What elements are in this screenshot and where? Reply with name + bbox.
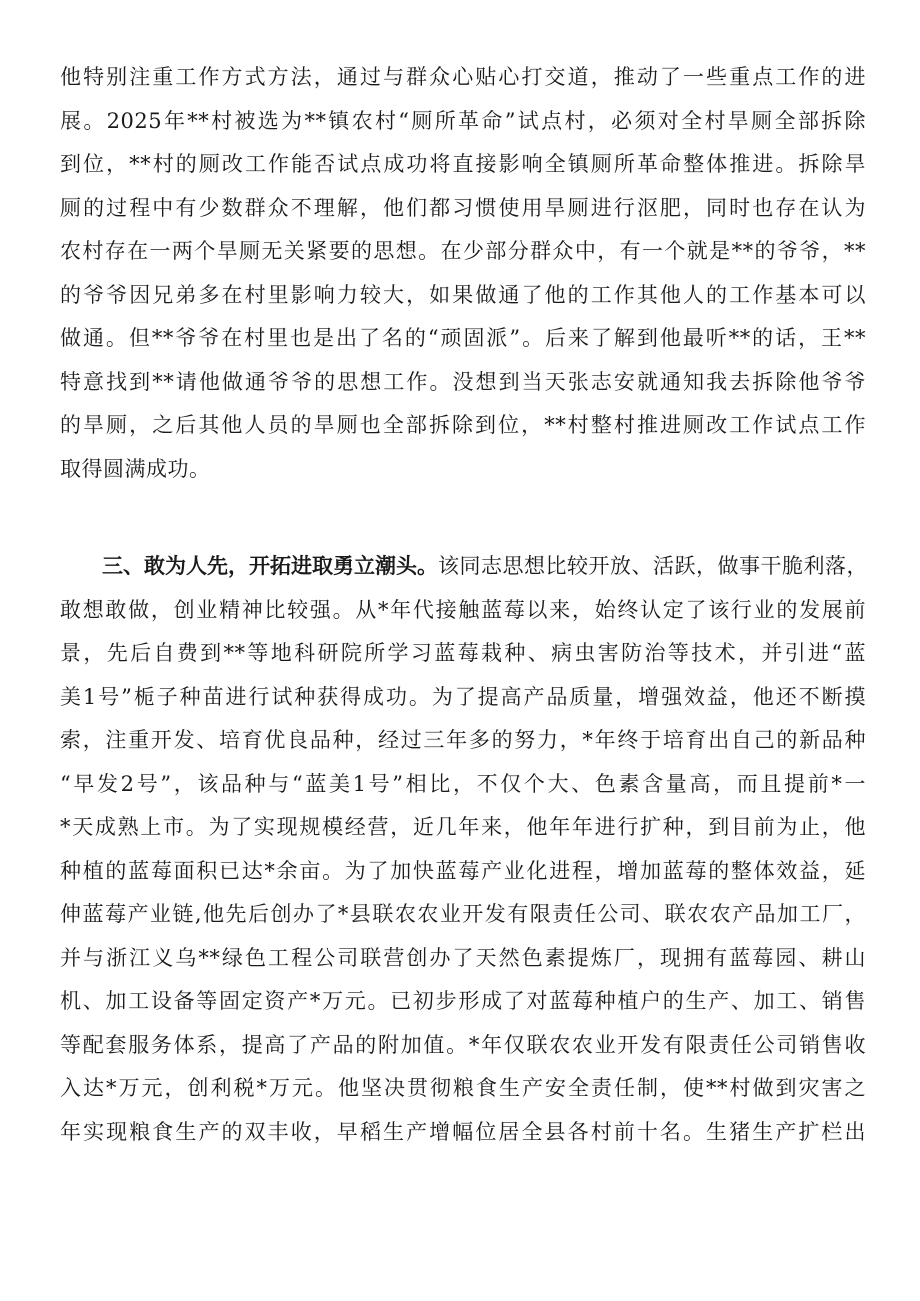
- text-line-rest: 该同志思想比较开放、活跃，做事干脆利落，: [438, 554, 868, 578]
- text-line: 种植的蓝莓面积已达*余亩。为了加快蓝莓产业化进程，增加蓝莓的整体效益，延: [60, 858, 866, 883]
- section-heading: 三、敢为人先，开拓进取勇立潮头。: [102, 554, 438, 578]
- text-line: 农村存在一两个旱厕无关紧要的思想。在少部分群众中，有一个就是**的爷爷，**: [60, 239, 866, 263]
- paragraph-2: [60, 545, 866, 1154]
- paragraph-1: [60, 56, 866, 491]
- text-line: 展。2025年**村被选为**镇农村“厕所革命”试点村，必须对全村旱厕全部拆除: [60, 108, 866, 133]
- text-line: 机、加工设备等固定资产*万元。已初步形成了对蓝莓种植户的生产、加工、销售: [60, 989, 866, 1013]
- text-line: 景，先后自费到**等地科研院所学习蓝莓栽种、病虫害防治等技术，并引进“蓝: [60, 641, 866, 665]
- text-line: 入达*万元，创利税*万元。他坚决贯彻粮食生产安全责任制，使**村做到灾害之: [60, 1076, 866, 1100]
- text-line: 敢想敢做，创业精神比较强。从*年代接触蓝莓以来，始终认定了该行业的发展前: [60, 597, 866, 622]
- text-line: 美1号”栀子种苗进行试种获得成功。为了提高产品质量，增强效益，他还不断摸: [60, 684, 866, 709]
- text-line: 取得圆满成功。: [60, 456, 211, 481]
- text-line: 等配套服务体系，提高了产品的附加值。*年仅联农农业开发有限责任公司销售收: [60, 1032, 866, 1057]
- text-line: 特意找到**请他做通爷爷的思想工作。没想到当天张志安就通知我去拆除他爷爷: [60, 369, 866, 394]
- text-line: 的旱厕，之后其他人员的旱厕也全部拆除到位，**村整村推进厕改工作试点工作: [60, 413, 866, 437]
- text-line: 厕的过程中有少数群众不理解，他们都习惯使用旱厕进行沤肥，同时也存在认为: [60, 195, 866, 220]
- text-line: 做通。但**爷爷在村里也是出了名的“顽固派”。后来了解到他最听**的话，王**: [60, 326, 866, 350]
- text-line: 他特别注重工作方式方法，通过与群众心贴心打交道，推动了一些重点工作的进: [60, 65, 866, 89]
- text-line: 年实现粮食生产的双丰收，早稻生产增幅位居全县各村前十名。生猪生产扩栏出: [60, 1119, 866, 1144]
- text-line: *天成熟上市。为了实现规模经营，近几年来，他年年进行扩种，到目前为止，他: [60, 815, 866, 839]
- paragraph-heading-line: [60, 545, 866, 589]
- text-line: 到位，**村的厕改工作能否试点成功将直接影响全镇厕所革命整体推进。拆除旱: [60, 152, 866, 176]
- text-line: 并与浙江义乌**绿色工程公司联营创办了天然色素提炼厂，现拥有蓝莓园、耕山: [60, 945, 866, 970]
- text-line: 伸蓝莓产业链,他先后创办了*县联农农业开发有限责任公司、联农农产品加工厂，: [60, 902, 866, 926]
- text-line: 的爷爷因兄弟多在村里影响力较大，如果做通了他的工作其他人的工作基本可以: [60, 282, 866, 307]
- text-line: “早发2号”，该品种与“蓝美1号”相比，不仅个大、色素含量高，而且提前*一: [60, 771, 866, 796]
- text-line: 索，注重开发、培育优良品种，经过三年多的努力，*年终于培育出自己的新品种: [60, 728, 866, 752]
